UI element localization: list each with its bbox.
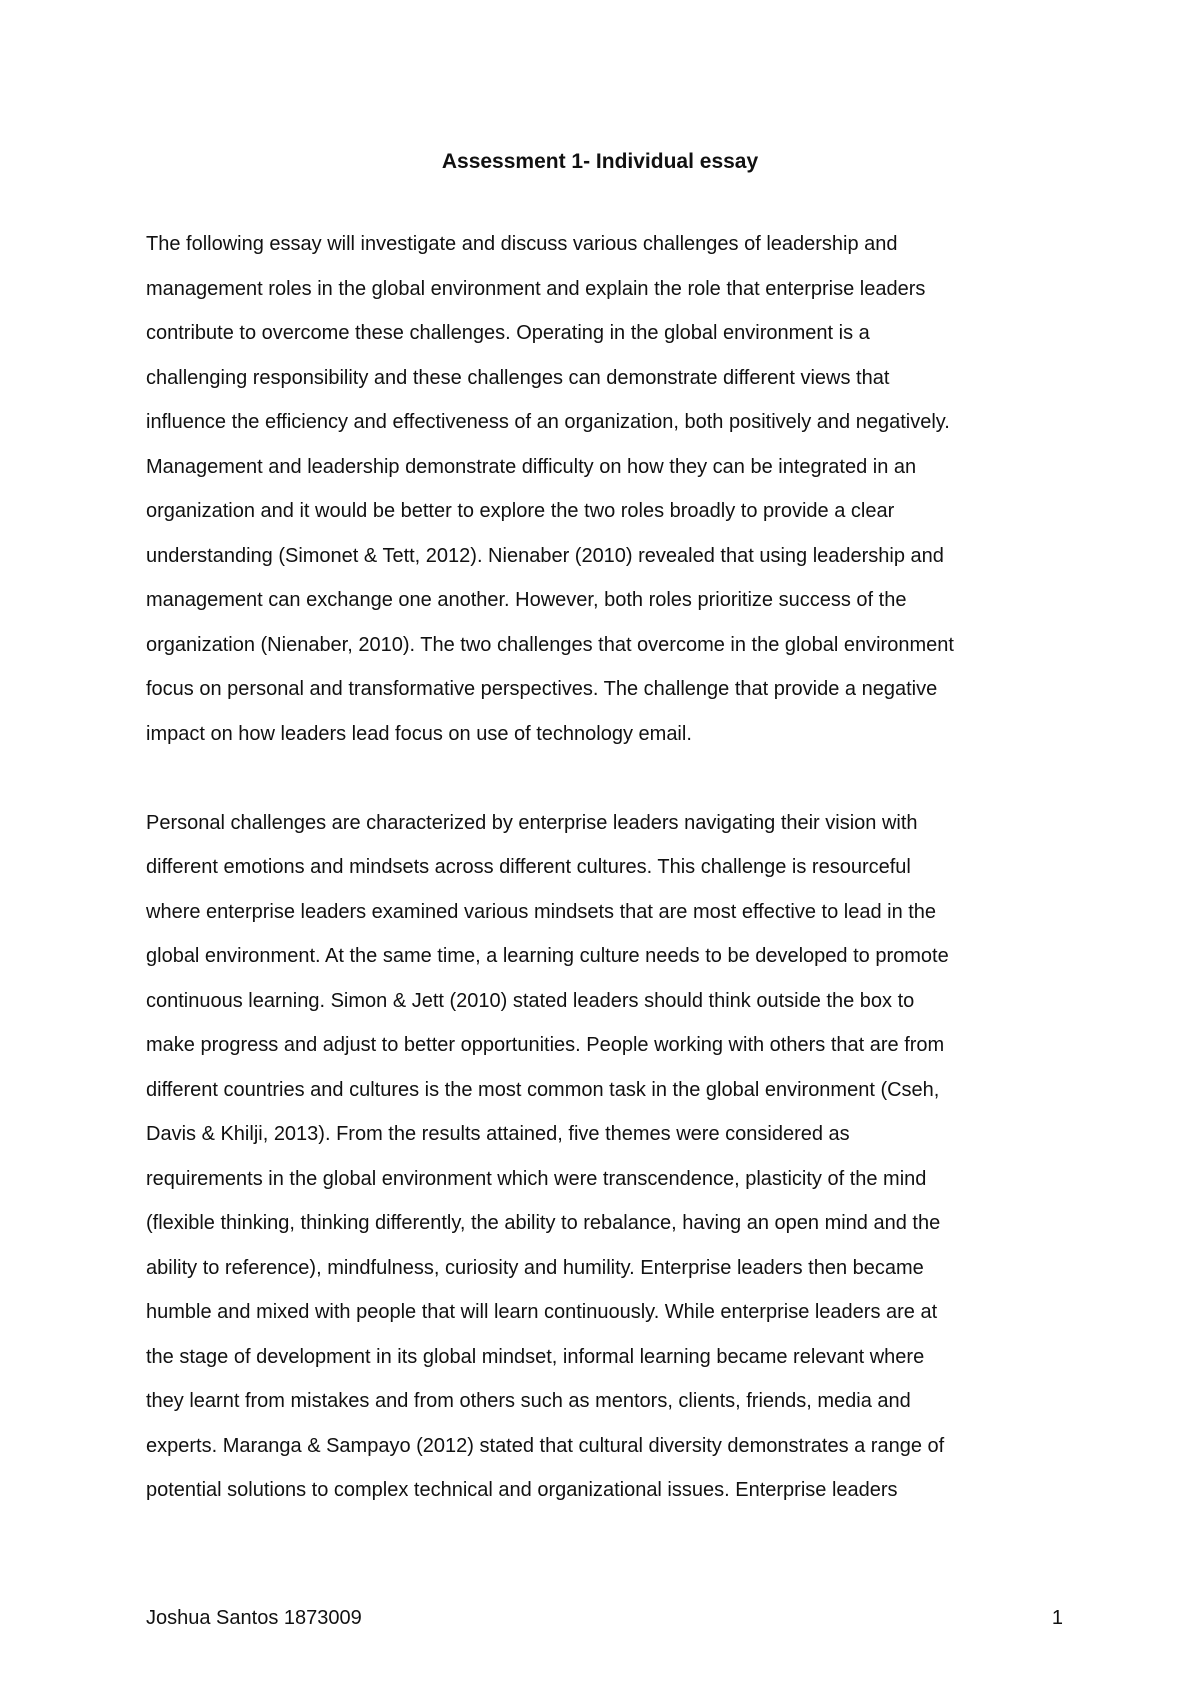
text-line: contribute to overcome these challenges. Operating in the global environment is a xyxy=(146,322,870,344)
page-number: 1 xyxy=(1051,1607,1063,1629)
footer-author: Joshua Santos 1873009 xyxy=(146,1607,362,1629)
text-line: experts. Maranga & Sampayo (2012) stated that cultural diversity demonstrates a range of xyxy=(146,1434,945,1457)
essay-body xyxy=(146,222,1066,1513)
text-line: understanding (Simonet & Tett, 2012). Nienaber (2010) revealed that using leadership and xyxy=(146,544,944,567)
text-line: potential solutions to complex technical and organizational issues. Enterprise leaders xyxy=(146,1479,898,1501)
text-line: the stage of development in its global mindset, informal learning became relevant where xyxy=(146,1345,925,1368)
essay-title: Assessment 1- Individual essay xyxy=(441,150,759,173)
text-line: different emotions and mindsets across different cultures. This challenge is resourceful xyxy=(146,856,911,878)
paragraph-2 xyxy=(146,801,1066,1513)
text-line: organization and it would be better to explore the two roles broadly to provide a clear xyxy=(146,500,895,522)
text-line: humble and mixed with people that will learn continuously. While enterprise leaders are at xyxy=(146,1301,938,1323)
text-line: Davis & Khilji, 2013). From the results attained, five themes were considered as xyxy=(146,1123,850,1145)
paragraph-1 xyxy=(146,222,1066,756)
text-line: (flexible thinking, thinking differently, the ability to rebalance, having an open mind and the xyxy=(146,1212,941,1234)
text-line: Management and leadership demonstrate difficulty on how they can be integrated in an xyxy=(146,455,917,478)
text-line: global environment. At the same time, a learning culture needs to be developed to promote xyxy=(146,945,949,967)
text-line: influence the efficiency and effectiveness of an organization, both positively and negatively. xyxy=(146,411,950,433)
text-line: challenging responsibility and these challenges can demonstrate different views that xyxy=(146,366,890,389)
text-line: they learnt from mistakes and from others such as mentors, clients, friends, media and xyxy=(146,1390,911,1412)
text-line: focus on personal and transformative perspectives. The challenge that provide a negative xyxy=(146,678,938,700)
text-line: Personal challenges are characterized by enterprise leaders navigating their vision with xyxy=(146,811,918,834)
text-line: requirements in the global environment which were transcendence, plasticity of the mind xyxy=(146,1167,927,1190)
text-line: management can exchange one another. However, both roles prioritize success of the xyxy=(146,589,907,611)
text-line: management roles in the global environment and explain the role that enterprise leaders xyxy=(146,277,926,300)
text-line: where enterprise leaders examined various mindsets that are most effective to lead in the xyxy=(146,900,937,923)
text-line: organization (Nienaber, 2010). The two challenges that overcome in the global environment xyxy=(146,633,954,656)
text-line: continuous learning. Simon & Jett (2010) stated leaders should think outside the box to xyxy=(146,989,915,1012)
text-line: make progress and adjust to better opportunities. People working with others that are from xyxy=(146,1034,945,1056)
text-line: impact on how leaders lead focus on use of technology email. xyxy=(146,722,692,745)
text-line: The following essay will investigate and discuss various challenges of leadership and xyxy=(146,233,898,255)
text-line: different countries and cultures is the most common task in the global environment (Cseh, xyxy=(146,1078,940,1101)
text-line: ability to reference), mindfulness, curiosity and humility. Enterprise leaders then became xyxy=(146,1256,924,1279)
